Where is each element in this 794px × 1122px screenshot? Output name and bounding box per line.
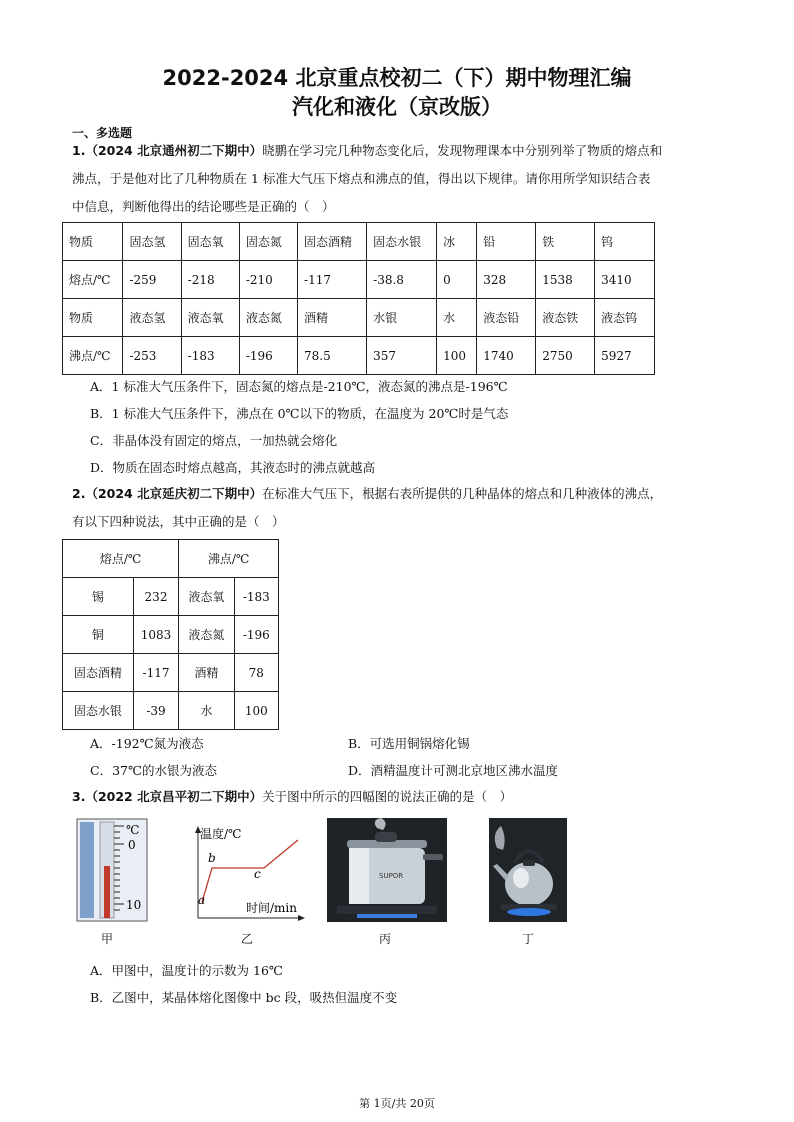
q1-table-cell: 物质 xyxy=(63,299,123,337)
q1-table-cell: 0 xyxy=(437,261,477,299)
q1-option-b: B．1 标准大气压条件下，沸点在 0℃以下的物质，在温度为 20℃时是气态 xyxy=(90,406,509,421)
q2-table-cell: 液态氮 xyxy=(179,616,234,654)
q1-text-line1: 晓鹏在学习完几种物态变化后，发现物理课本中分别列举了物质的熔点和 xyxy=(262,143,663,158)
q2-table-cell: 固态酒精 xyxy=(63,654,134,692)
melting-graph-figure xyxy=(186,822,306,922)
q1-table-cell: 固态氮 xyxy=(239,223,297,261)
q2-table-row xyxy=(63,654,279,692)
q1-table-cell: 酒精 xyxy=(298,299,367,337)
thermometer-figure xyxy=(76,818,148,922)
q2-option-d: D．酒精温度计可测北京地区沸水温度 xyxy=(348,763,559,778)
q2-number: 2. xyxy=(72,486,86,501)
q1-table-cell: 水 xyxy=(437,299,477,337)
q1-table-cell: 液态钨 xyxy=(595,299,655,337)
thermometer-unit: ℃ xyxy=(126,823,140,837)
section-heading: 一、多选题 xyxy=(72,126,133,140)
q1-table-row xyxy=(63,261,655,299)
q2-stem xyxy=(72,480,732,536)
q3-text: 关于图中所示的四幅图的说法正确的是（ ） xyxy=(262,789,513,804)
q1-table-cell: 熔点/℃ xyxy=(63,261,123,299)
q1-table-cell: 固态氧 xyxy=(181,223,239,261)
q1-table-cell: 沸点/℃ xyxy=(63,337,123,375)
q2-option-a: A．-192℃氮为液态 xyxy=(90,736,204,751)
figure-caption-jia: 甲 xyxy=(100,932,113,946)
graph-ylabel: 温度/℃ xyxy=(200,827,242,841)
q1-option-c: C．非晶体没有固定的熔点，一加热就会熔化 xyxy=(90,433,338,448)
graph-point-b: b xyxy=(208,851,216,865)
q2-source: （2024 北京延庆初二下期中） xyxy=(85,486,263,501)
q1-option-a: A．1 标准大气压条件下，固态氮的熔点是-210℃，液态氮的沸点是-196℃ xyxy=(90,379,508,394)
q3-option-b: B．乙图中，某晶体熔化图像中 bc 段，吸热但温度不变 xyxy=(90,990,398,1005)
q1-table-cell: -38.8 xyxy=(367,261,437,299)
thermometer-tick-10: 10 xyxy=(126,898,142,912)
q1-table-cell: 钨 xyxy=(595,223,655,261)
graph-xlabel: 时间/min xyxy=(246,901,297,915)
q2-table-cell: 100 xyxy=(234,692,278,730)
q2-table-cell: 固态水银 xyxy=(63,692,134,730)
q1-table-cell: 铅 xyxy=(477,223,536,261)
q1-table-cell: 固态氢 xyxy=(123,223,181,261)
kettle-figure xyxy=(489,818,567,922)
q2-table-row xyxy=(63,692,279,730)
q1-table-cell: 2750 xyxy=(536,337,595,375)
q2-table-cell: -183 xyxy=(234,578,278,616)
figure-caption-bing: 丙 xyxy=(378,932,391,946)
q2-header-melting: 熔点/℃ xyxy=(63,540,179,578)
cooker-brand: SUPOR xyxy=(379,872,404,880)
thermometer-tick-0: 0 xyxy=(128,838,136,852)
q1-source: （2024 北京通州初二下期中） xyxy=(85,143,263,158)
q2-table xyxy=(62,539,279,730)
q2-table-cell: 78 xyxy=(234,654,278,692)
q1-table-cell: 铁 xyxy=(536,223,595,261)
figure-caption-ding: 丁 xyxy=(521,932,534,946)
q1-table-cell: 1538 xyxy=(536,261,595,299)
q2-text-line2: 有以下四种说法，其中正确的是（ ） xyxy=(72,514,285,529)
q2-table-cell: -117 xyxy=(133,654,178,692)
q3-number: 3. xyxy=(72,789,86,804)
q1-table-cell: 5927 xyxy=(595,337,655,375)
q1-table-cell: -210 xyxy=(239,261,297,299)
q1-number: 1. xyxy=(72,143,86,158)
q1-stem xyxy=(72,137,732,221)
q2-option-c: C．37℃的水银为液态 xyxy=(90,763,217,778)
q2-table-cell: 锡 xyxy=(63,578,134,616)
q1-table-cell: 水银 xyxy=(367,299,437,337)
q1-table xyxy=(62,222,655,375)
q2-table-cell: -39 xyxy=(133,692,178,730)
q2-table-cell: 232 xyxy=(133,578,178,616)
q2-table-cell: 酒精 xyxy=(179,654,234,692)
page-subtitle: 汽化和液化（京改版） xyxy=(292,95,502,119)
q1-table-cell: 357 xyxy=(367,337,437,375)
pressure-cooker-figure xyxy=(327,818,447,922)
q2-table-row xyxy=(63,616,279,654)
q1-table-cell: -183 xyxy=(181,337,239,375)
q2-text-line1: 在标准大气压下，根据右表所提供的几种晶体的熔点和几种液体的沸点， xyxy=(262,486,663,501)
q1-table-cell: 1740 xyxy=(477,337,536,375)
q1-table-cell: 物质 xyxy=(63,223,123,261)
q1-table-cell: 液态铁 xyxy=(536,299,595,337)
q1-table-cell: 固态水银 xyxy=(367,223,437,261)
q1-table-row xyxy=(63,337,655,375)
q1-text-line3: 中信息，判断他得出的结论哪些是正确的（ ） xyxy=(72,199,335,214)
q3-stem xyxy=(72,783,732,811)
q1-table-cell: 100 xyxy=(437,337,477,375)
q1-table-cell: 液态氢 xyxy=(123,299,181,337)
q1-table-cell: 冰 xyxy=(437,223,477,261)
q1-option-d: D．物质在固态时熔点越高，其液态时的沸点就越高 xyxy=(90,460,376,475)
q1-table-cell: -253 xyxy=(123,337,181,375)
q2-table-cell: 1083 xyxy=(133,616,178,654)
q1-table-cell: 固态酒精 xyxy=(298,223,367,261)
q1-table-cell: 328 xyxy=(477,261,536,299)
q2-table-cell: 液态氧 xyxy=(179,578,234,616)
figure-caption-yi: 乙 xyxy=(240,932,253,946)
q2-table-row xyxy=(63,578,279,616)
q2-header-boiling: 沸点/℃ xyxy=(179,540,279,578)
q1-table-cell: 液态铅 xyxy=(477,299,536,337)
q3-option-a: A．甲图中，温度计的示数为 16℃ xyxy=(90,963,283,978)
q1-table-cell: -196 xyxy=(239,337,297,375)
q1-table-row xyxy=(63,223,655,261)
q2-option-b: B．可选用铜锅熔化锡 xyxy=(348,736,470,751)
page-footer: 第 1页/共 20页 xyxy=(359,1097,435,1110)
q1-table-cell: 液态氮 xyxy=(239,299,297,337)
graph-point-c: c xyxy=(254,867,261,881)
page-title: 2022-2024 北京重点校初二（下）期中物理汇编 xyxy=(162,66,632,90)
q1-table-cell: -218 xyxy=(181,261,239,299)
q1-table-cell: 3410 xyxy=(595,261,655,299)
q1-text-line2: 沸点，于是他对比了几种物质在 1 标准大气压下熔点和沸点的值，得出以下规律。请你用所学知识结合表 xyxy=(72,171,651,186)
q1-table-cell: 液态氧 xyxy=(181,299,239,337)
q1-table-cell: 78.5 xyxy=(298,337,367,375)
q1-table-cell: -117 xyxy=(298,261,367,299)
graph-point-a: a xyxy=(198,893,206,907)
q1-table-row xyxy=(63,299,655,337)
q2-table-cell: 水 xyxy=(179,692,234,730)
q3-source: （2022 北京昌平初二下期中） xyxy=(85,789,263,804)
q1-table-cell: -259 xyxy=(123,261,181,299)
q2-table-cell: 铜 xyxy=(63,616,134,654)
q2-table-cell: -196 xyxy=(234,616,278,654)
